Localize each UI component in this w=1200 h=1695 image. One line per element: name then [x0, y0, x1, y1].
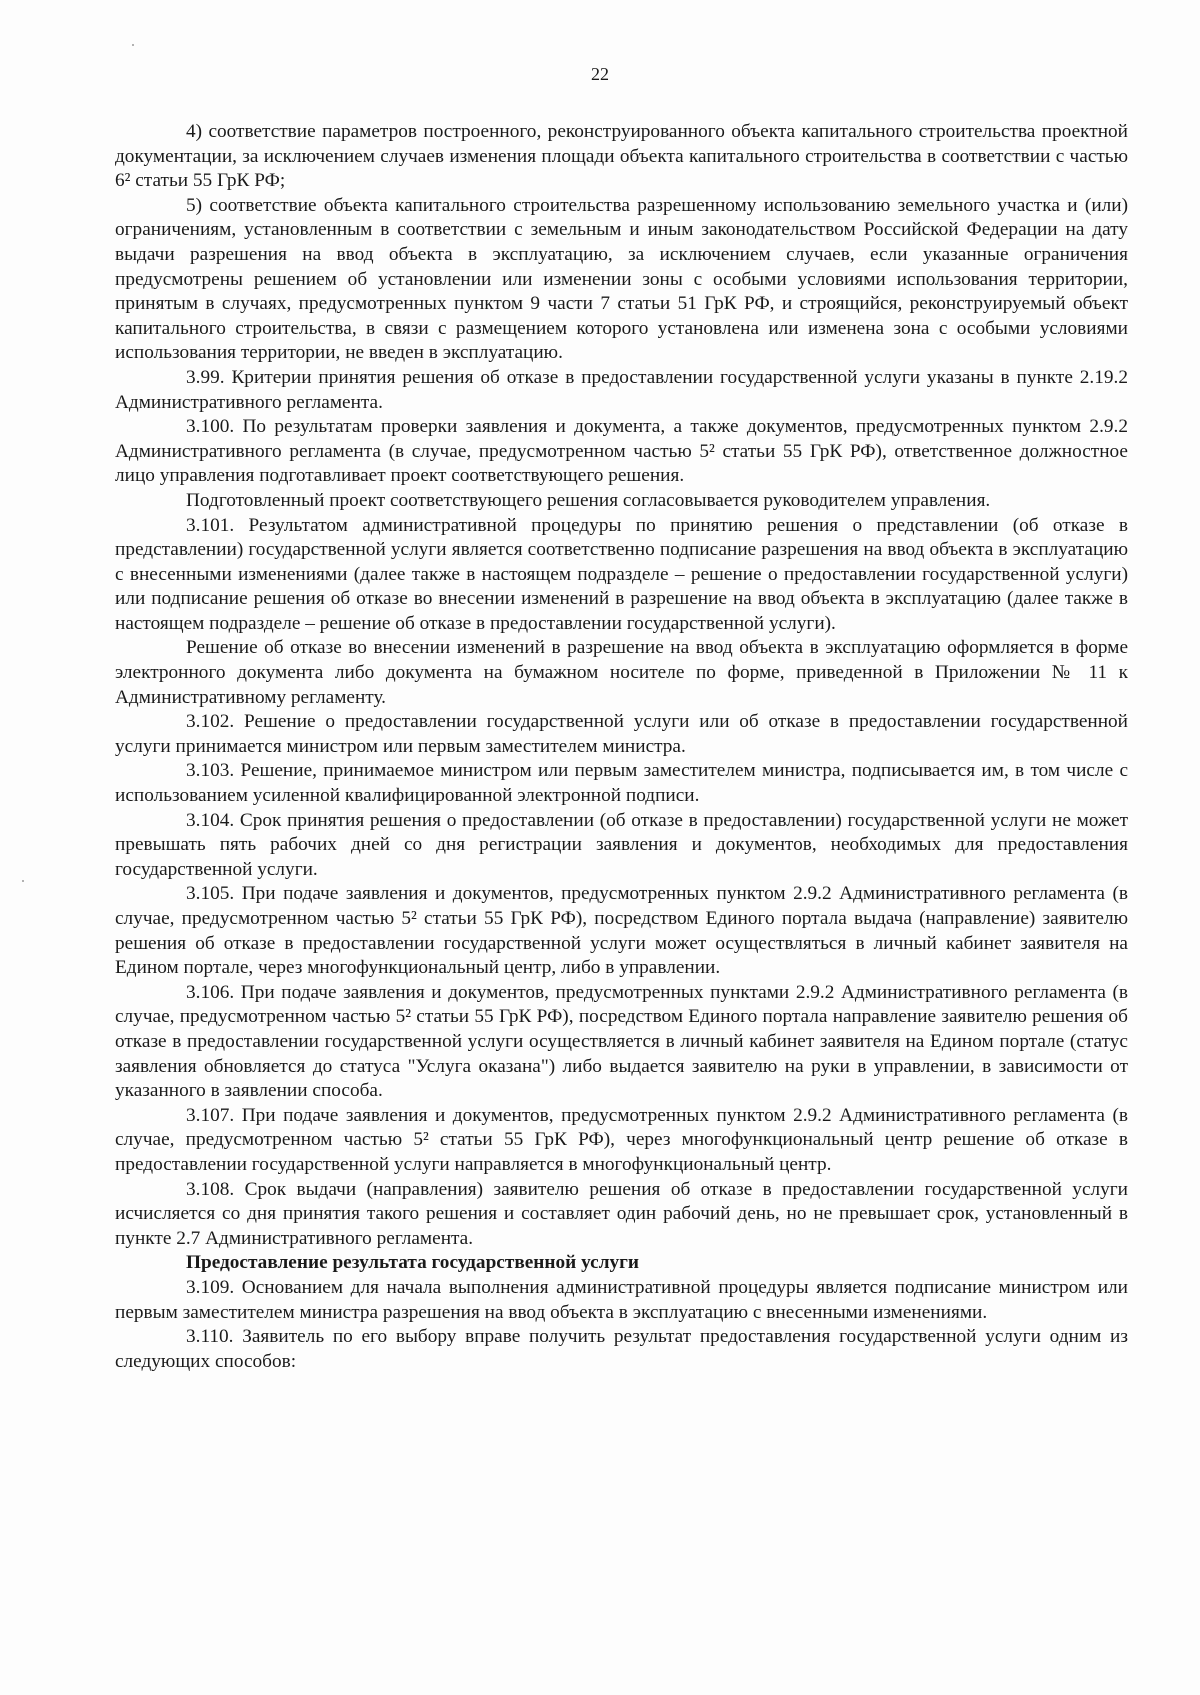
- page-number: 22: [591, 64, 609, 84]
- paragraph-approval: Подготовленный проект соответствующего решения согласовывается руководителем управления.: [186, 489, 991, 511]
- paragraph-3-101: 3.101. Результатом административной процедуры по принятию решения о представлении (об отказе в представлении) государственной услуги является соответственно подписание разрешения на ввод объекта в эксплуатацию с внесенными изменениями (далее также в настоящем подразделе – решение о предоставлении государственной услуги) или подписание решения об отказе во внесении изменений в разрешение на ввод объекта в эксплуатацию (далее также в настоящем подразделе – решение об отказе в предоставлении государственной услуги).: [115, 514, 1128, 634]
- paragraph-3-104: 3.104. Срок принятия решения о предоставлении (об отказе в предоставлении) государственной услуги не может превышать пять рабочих дней со дня регистрации заявления и документов, необходимых для предоставления государственной услуги.: [115, 809, 1128, 880]
- paragraph-refusal-form: Решение об отказе во внесении изменений в разрешение на ввод объекта в эксплуатацию оформляется в форме электронного документа либо документа на бумажном носителе по форме, приведенной в Приложении № 11 к Административному регламенту.: [115, 637, 1128, 708]
- scan-artifact: [132, 44, 134, 46]
- paragraph-3-102: 3.102. Решение о предоставлении государственной услуги или об отказе в предоставлении государственной услуги принимается министром или первым заместителем министра.: [115, 711, 1128, 757]
- paragraph-3-100: 3.100. По результатам проверки заявления и документа, а также документов, предусмотренных пунктом 2.9.2 Административного регламента (в случае, предусмотренном частью 5² статьи 55 ГрК РФ), ответственное должностное лицо управления подготавливает проект соответствующего решения.: [115, 416, 1128, 487]
- paragraph-3-110: 3.110. Заявитель по его выбору вправе получить результат предоставления государственной услуги одним из следующих способов:: [115, 1326, 1128, 1372]
- paragraph-3-103: 3.103. Решение, принимаемое министром или первым заместителем министра, подписывается им, в том числе с использованием усиленной квалифицированной электронной подписи.: [115, 760, 1128, 807]
- paragraph-3-99: 3.99. Критерии принятия решения об отказе в предоставлении государственной услуги указаны в пункте 2.19.2 Административного регламента.: [115, 366, 1128, 413]
- paragraph-item-5: 5) соответствие объекта капитального строительства разрешенному использованию земельного участка и (или) ограничениям, установленным в соответствии с земельным и иным законодательством Российской Федерации на дату выдачи разрешения на ввод объекта в эксплуатацию, за исключением случаев, если указанные ограничения предусмотрены решением об установлении или изменении зоны с особыми условиями использования территории, принятым в случаях, предусмотренных пунктом 9 части 7 статьи 51 ГрК РФ, и строящийся, реконструируемый объект капитального строительства, в связи с размещением которого установлена или изменена зона с особыми условиями использования территории, не введен в эксплуатацию.: [115, 194, 1128, 364]
- paragraph-3-105: 3.105. При подаче заявления и документов, предусмотренных пунктом 2.9.2 Административного регламента (в случае, предусмотренном частью 5² статьи 55 ГрК РФ), посредством Единого портала выдача (направление) заявителю решения об отказе в предоставлении государственной услуги может осуществляться в личный кабинет заявителя на Едином портале, через многофункциональный центр, либо в управлении.: [115, 883, 1128, 979]
- paragraph-3-108: 3.108. Срок выдачи (направления) заявителю решения об отказе в предоставлении государственной услуги исчисляется со дня принятия такого решения и составляет один рабочий день, но не превышает срок, установленный в пункте 2.7 Административного регламента.: [115, 1178, 1128, 1249]
- scan-artifact: [22, 880, 24, 882]
- document-body: [115, 120, 1128, 1374]
- paragraph-3-107: 3.107. При подаче заявления и документов, предусмотренных пунктом 2.9.2 Административного регламента (в случае, предусмотренном частью 5² статьи 55 ГрК РФ), через многофункциональный центр решение об отказе в предоставлении государственной услуги направляется в многофункциональный центр.: [115, 1104, 1128, 1175]
- paragraph-3-106: 3.106. При подаче заявления и документов, предусмотренных пунктами 2.9.2 Административного регламента (в случае, предусмотренном частью 5² статьи 55 ГрК РФ), посредством Единого портала направление заявителю решения об отказе в предоставлении государственной услуги осуществляется в личный кабинет заявителя на Едином портале (статус заявления обновляется до статуса "Услуга оказана") либо выдается заявителю на руки в управлении, в зависимости от указанного в заявлении способа.: [115, 981, 1128, 1102]
- paragraph-item-4: 4) соответствие параметров построенного, реконструированного объекта капитального строительства проектной документации, за исключением случаев изменения площади объекта капитального строительства в соответствии с частью 6² статьи 55 ГрК РФ;: [115, 121, 1128, 192]
- section-heading: Предоставление результата государственной услуги: [186, 1252, 640, 1274]
- paragraph-3-109: 3.109. Основанием для начала выполнения административной процедуры является подписание министром или первым заместителем министра разрешения на ввод объекта в эксплуатацию с внесенными изменениями.: [115, 1276, 1128, 1323]
